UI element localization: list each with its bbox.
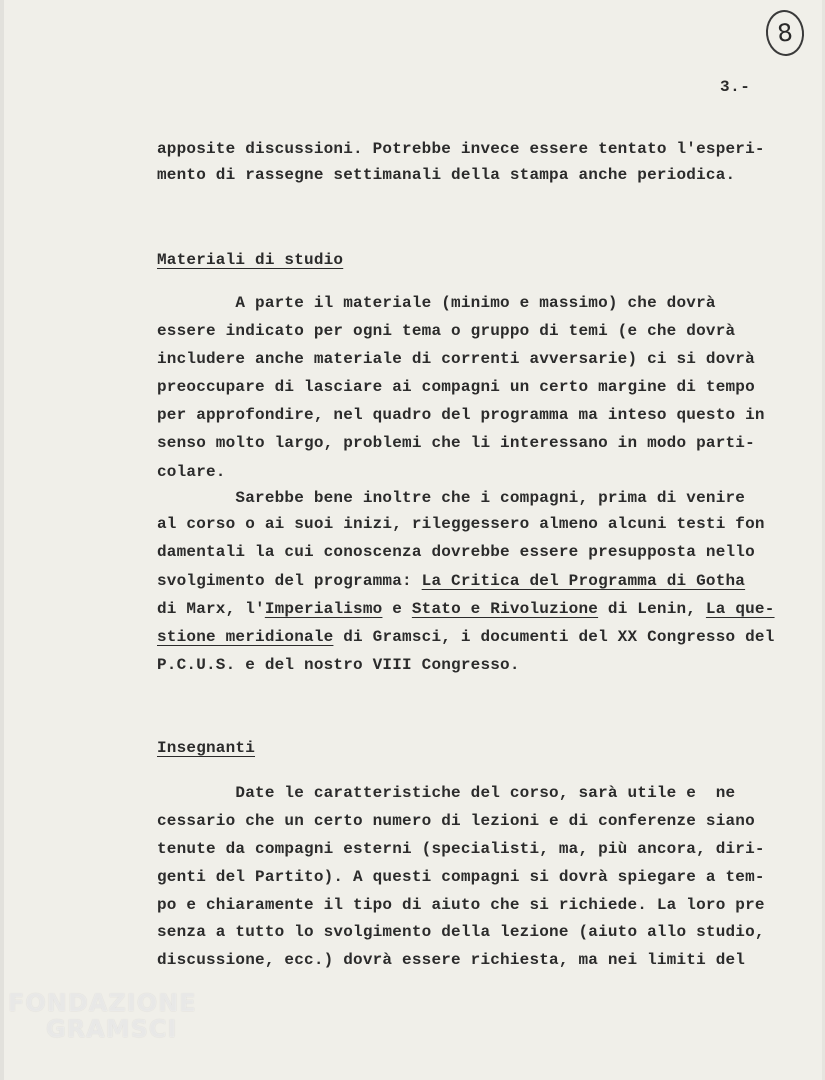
text-line: tenute da compagni esterni (specialisti, ma, più ancora, diri-	[157, 840, 765, 858]
intro-line: mento di rassegne settimanali della stampa anche periodica.	[157, 166, 736, 184]
text-line: damentali la cui conoscenza dovrebbe essere presupposta nello	[157, 543, 755, 561]
text-span: di Gramsci, i documenti del XX Congresso del	[333, 628, 775, 646]
text-line: discussione, ecc.) dovrà essere richiesta, ma nei limiti del	[157, 951, 746, 969]
page-number: 3.-	[720, 78, 751, 96]
section-heading-materiali: Materiali di studio	[157, 251, 344, 269]
section-heading-insegnanti: Insegnanti	[157, 739, 256, 757]
text-line: Sarebbe bene inoltre che i compagni, prima di venire	[157, 489, 746, 507]
intro-line: apposite discussioni. Potrebbe invece essere tentato l'esperi-	[157, 140, 765, 158]
text-line	[157, 627, 775, 647]
text-line: cessario che un certo numero di lezioni e di conferenze siano	[157, 812, 755, 830]
title-imperialismo: Imperialismo	[264, 600, 383, 618]
text-line: includere anche materiale di correnti avversarie) ci si dovrà	[157, 350, 755, 368]
text-line: essere indicato per ogni tema o gruppo di temi (e che dovrà	[157, 322, 736, 340]
text-line: genti del Partito). A questi compagni si dovrà spiegare a tem-	[157, 868, 765, 886]
text-span: di Lenin,	[598, 600, 706, 618]
text-line: senza a tutto lo svolgimento della lezione (aiuto allo studio,	[157, 923, 765, 941]
text-line: P.C.U.S. e del nostro VIII Congresso.	[157, 656, 520, 674]
watermark-line: FONDAZIONE	[8, 989, 197, 1017]
text-line: senso molto largo, problemi che li interessano in modo parti-	[157, 434, 755, 452]
text-line: Date le caratteristiche del corso, sarà utile e ne	[157, 784, 736, 802]
archive-page-mark-text: 8	[775, 18, 795, 48]
text-line: A parte il materiale (minimo e massimo) che dovrà	[157, 294, 716, 312]
watermark-line: GRAMSCI	[46, 1015, 178, 1043]
text-line	[157, 571, 745, 591]
text-line	[157, 599, 775, 619]
title-questione-meridionale-part2: stione meridionale	[157, 628, 334, 646]
watermark-logo	[8, 990, 197, 1042]
title-questione-meridionale-part1: La que-	[705, 600, 775, 618]
text-line: al corso o ai suoi inizi, rileggessero almeno alcuni testi fon	[157, 515, 765, 533]
archive-page-mark	[764, 8, 807, 58]
text-line: preoccupare di lasciare ai compagni un certo margine di tempo	[157, 378, 755, 396]
text-line: per approfondire, nel quadro del programma ma inteso questo in	[157, 406, 765, 424]
text-line: po e chiaramente il tipo di aiuto che si richiede. La loro pre	[157, 896, 765, 914]
text-span: di Marx, l'	[157, 600, 265, 618]
text-span: e	[382, 600, 412, 618]
text-span: svolgimento del programma:	[157, 572, 422, 590]
title-gotha: La Critica del Programma di Gotha	[421, 572, 746, 590]
title-stato-rivoluzione: Stato e Rivoluzione	[411, 600, 599, 618]
text-line: colare.	[157, 463, 226, 481]
